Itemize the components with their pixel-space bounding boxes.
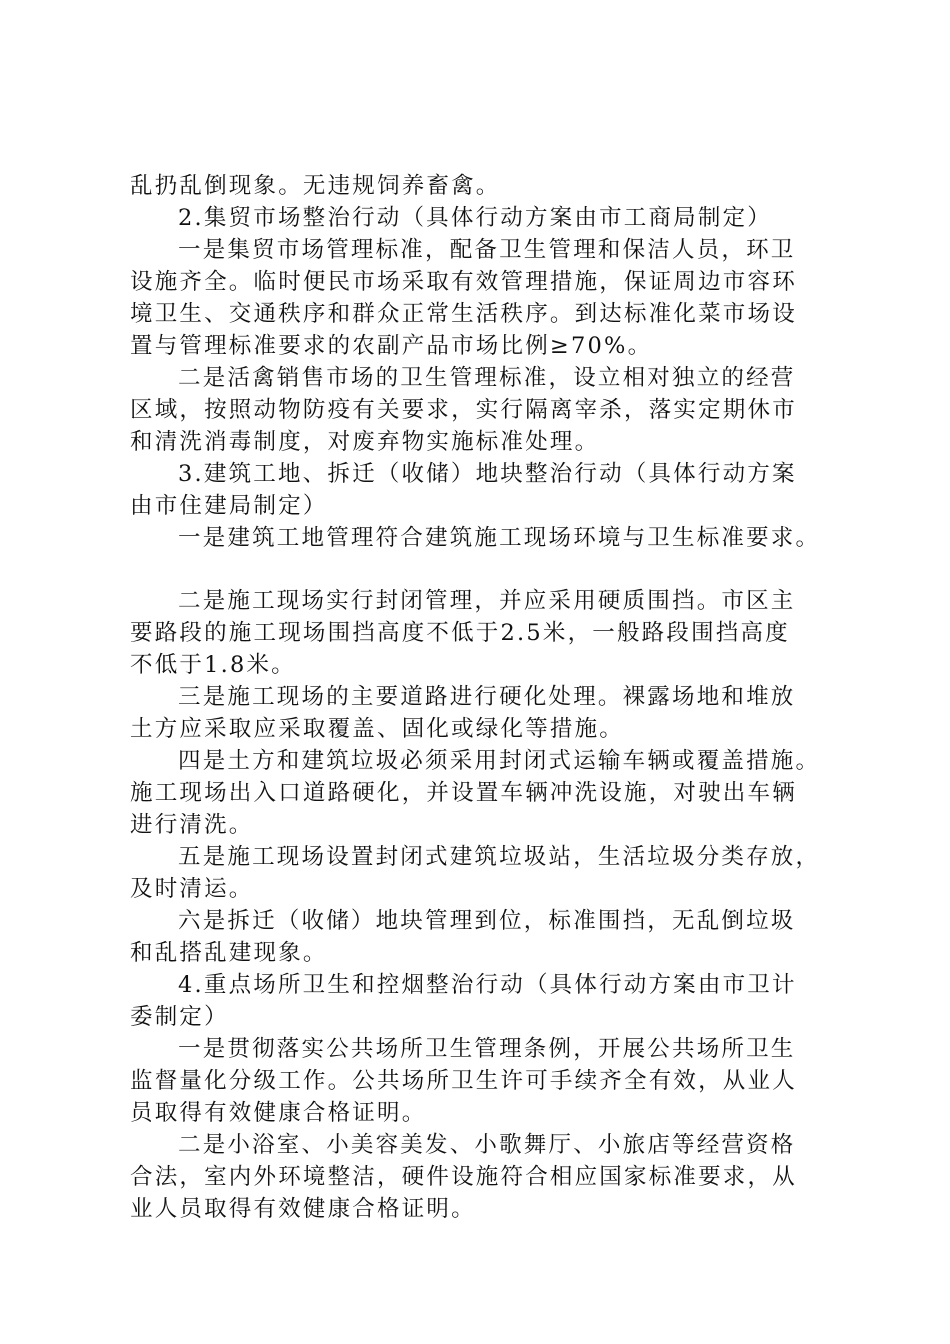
text-line: 要路段的施工现场围挡高度不低于2.5米，一般路段围挡高度: [130, 620, 790, 646]
text-line: 一是贯彻落实公共场所卫生管理条例，开展公共场所卫生: [178, 1036, 796, 1062]
text-line: 土方应采取应采取覆盖、固化或绿化等措施。: [130, 716, 625, 742]
text-line: 进行清洗。: [130, 812, 254, 838]
section-heading-cont: 委制定）: [130, 1004, 229, 1030]
text-line: 境卫生、交通秩序和群众正常生活秩序。到达标准化菜市场设: [130, 301, 797, 327]
section-heading-cont: 由市住建局制定）: [130, 493, 328, 519]
text-line: 乱扔乱倒现象。无违规饲养畜禽。: [130, 173, 501, 199]
text-line: 二是活禽销售市场的卫生管理标准，设立相对独立的经营: [178, 365, 796, 391]
text-line: 五是施工现场设置封闭式建筑垃圾站，生活垃圾分类存放，: [178, 844, 821, 870]
text-line: 员取得有效健康合格证明。: [130, 1100, 427, 1126]
text-line: 设施齐全。临时便民市场采取有效管理措施，保证周边市容环: [130, 269, 797, 295]
section-heading: 3.建筑工地、拆迁（收储）地块整治行动（具体行动方案: [178, 461, 797, 487]
text-line: 二是小浴室、小美容美发、小歌舞厅、小旅店等经营资格: [178, 1132, 796, 1158]
text-line: 业人员取得有效健康合格证明。: [130, 1196, 476, 1222]
document-page: [130, 170, 830, 1225]
text-line: 及时清运。: [130, 876, 254, 902]
text-line: 三是施工现场的主要道路进行硬化处理。裸露场地和堆放: [178, 684, 796, 710]
text-line: 一是集贸市场管理标准，配备卫生管理和保洁人员，环卫: [178, 237, 796, 263]
text-line: 六是拆迁（收储）地块管理到位，标准围挡，无乱倒垃圾: [178, 908, 796, 934]
text-line: 置与管理标准要求的农副产品市场比例≥70%。: [130, 333, 653, 359]
text-line: 二是施工现场实行封闭管理，并应采用硬质围挡。市区主: [178, 588, 796, 614]
section-heading: 4.重点场所卫生和控烟整治行动（具体行动方案由市卫计: [178, 972, 797, 998]
text-line: 监督量化分级工作。公共场所卫生许可手续齐全有效，从业人: [130, 1068, 797, 1094]
text-line: 施工现场出入口道路硬化，并设置车辆冲洗设施，对驶出车辆: [130, 780, 797, 806]
text-line: 一是建筑工地管理符合建筑施工现场环境与卫生标准要求。: [178, 525, 821, 551]
text-line: 和清洗消毒制度，对废弃物实施标准处理。: [130, 429, 600, 455]
text-line: 和乱搭乱建现象。: [130, 940, 328, 966]
section-heading: 2.集贸市场整治行动（具体行动方案由市工商局制定）: [178, 205, 772, 231]
blank-gap: [130, 554, 830, 585]
text-line: 区域，按照动物防疫有关要求，实行隔离宰杀，落实定期休市: [130, 397, 797, 423]
text-line: 四是土方和建筑垃圾必须采用封闭式运输车辆或覆盖措施。: [178, 748, 821, 774]
text-line: 合法，室内外环境整洁，硬件设施符合相应国家标准要求，从: [130, 1164, 797, 1190]
text-line: 不低于1.8米。: [130, 652, 296, 678]
